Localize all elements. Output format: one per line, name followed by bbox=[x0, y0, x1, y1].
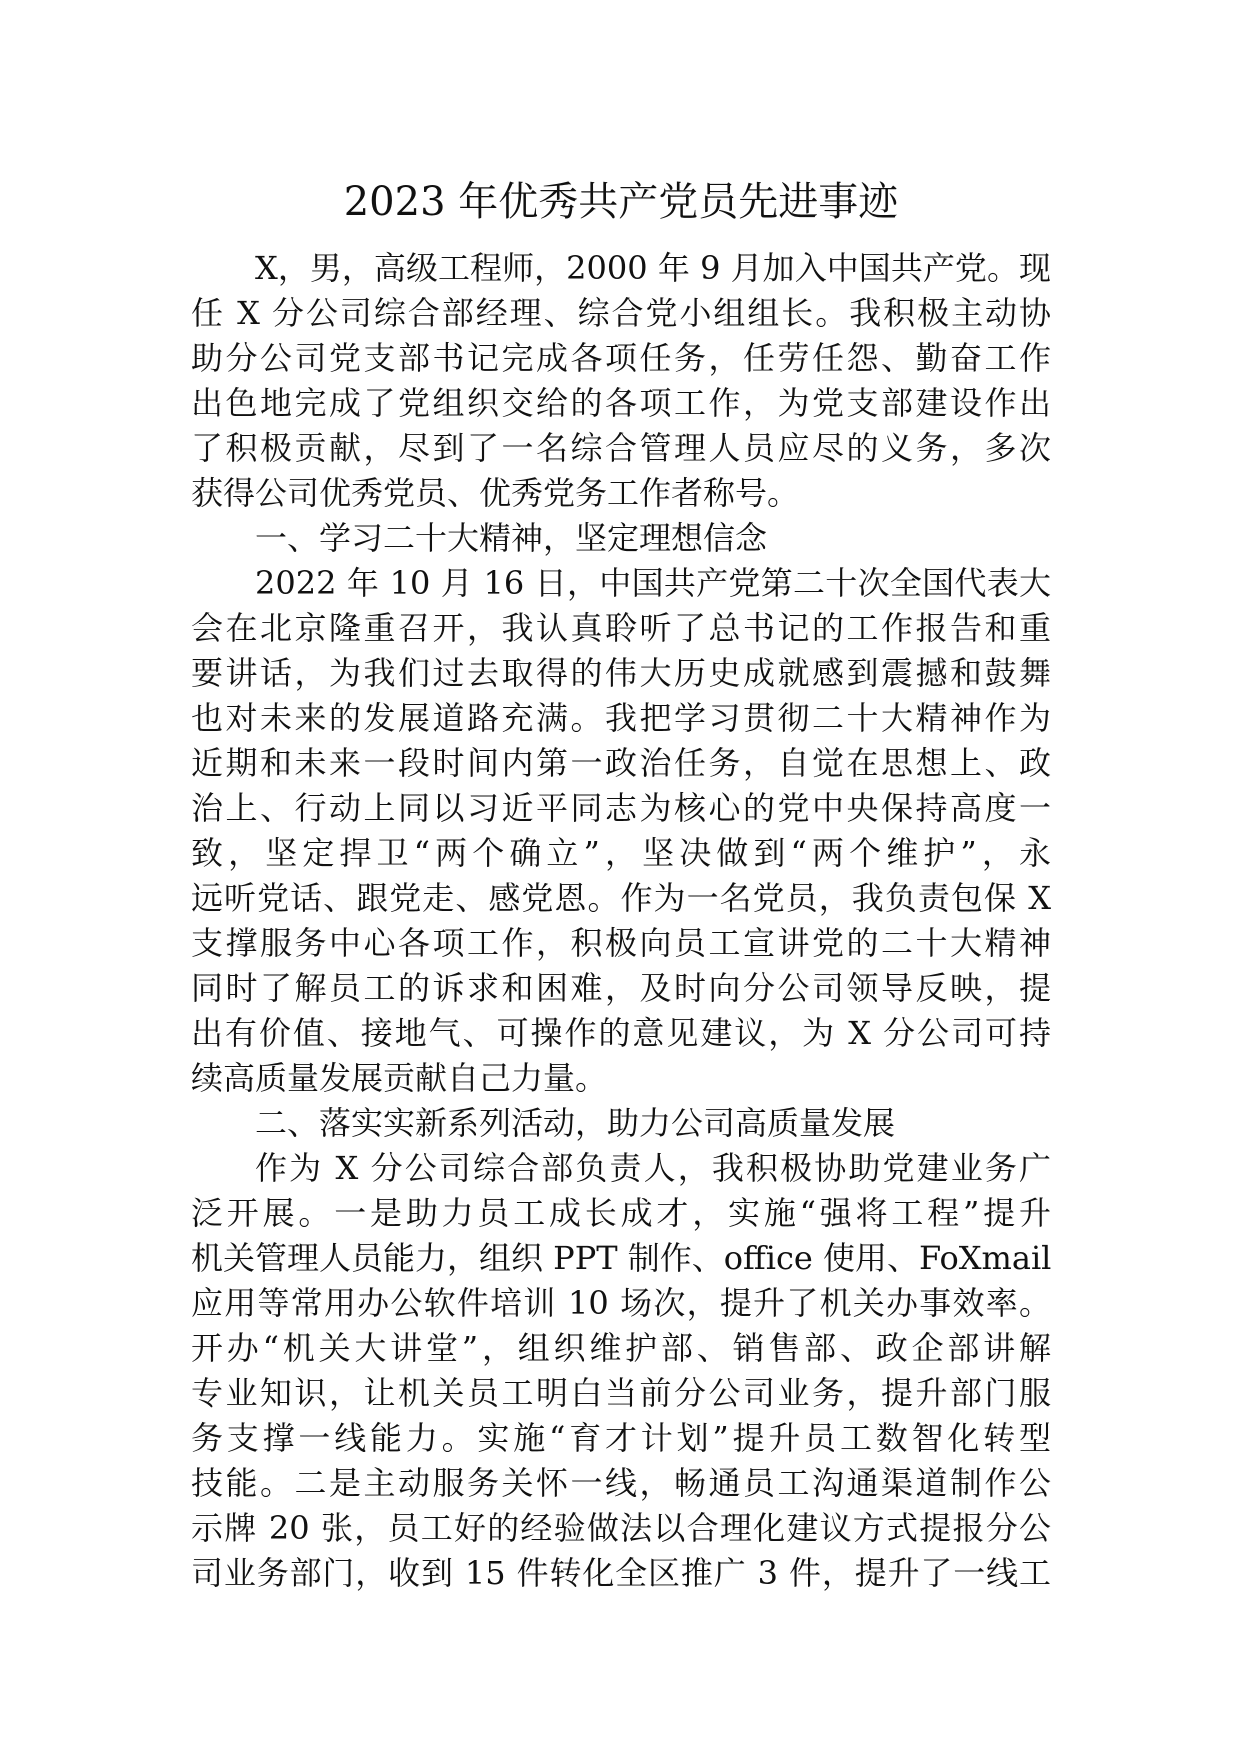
paragraph-line: 技能。二是主动服务关怀一线，畅通员工沟通渠道制作公 bbox=[191, 1464, 1051, 1502]
paragraph-line: 专业知识，让机关员工明白当前分公司业务，提升部门服 bbox=[191, 1374, 1051, 1412]
paragraph-line: 近期和未来一段时间内第一政治任务，自觉在思想上、政 bbox=[191, 744, 1051, 782]
document-page bbox=[191, 172, 1051, 1596]
paragraph-line: 了积极贡献，尽到了一名综合管理人员应尽的义务，多次 bbox=[191, 429, 1051, 467]
paragraph-line: 致，坚定捍卫“两个确立”，坚决做到“两个维护”，永 bbox=[191, 834, 1051, 872]
paragraph-line: 出有价值、接地气、可操作的意见建议，为 X 分公司可持 bbox=[191, 1014, 1051, 1052]
section-heading: 一、学习二十大精神，坚定理想信念 bbox=[255, 519, 768, 557]
paragraph-line: 机关管理人员能力，组织 PPT 制作、office 使用、FoXmail bbox=[191, 1239, 1051, 1277]
paragraph-line: 支撑服务中心各项工作，积极向员工宣讲党的二十大精神 bbox=[191, 924, 1051, 962]
paragraph-line: 示牌 20 张，员工好的经验做法以合理化建议方式提报分公 bbox=[191, 1509, 1051, 1547]
paragraph-line: 治上、行动上同以习近平同志为核心的党中央保持高度一 bbox=[191, 789, 1051, 827]
paragraph-line: 要讲话，为我们过去取得的伟大历史成就感到震撼和鼓舞 bbox=[191, 654, 1051, 692]
paragraph-line: 同时了解员工的诉求和困难，及时向分公司领导反映，提 bbox=[191, 969, 1051, 1007]
paragraph-line: 应用等常用办公软件培训 10 场次，提升了机关办事效率。 bbox=[191, 1284, 1051, 1322]
paragraph-line: 务支撑一线能力。实施“育才计划”提升员工数智化转型 bbox=[191, 1419, 1051, 1457]
paragraph-line: 开办“机关大讲堂”，组织维护部、销售部、政企部讲解 bbox=[191, 1329, 1051, 1367]
paragraph-line: 获得公司优秀党员、优秀党务工作者称号。 bbox=[191, 474, 800, 512]
paragraph-line: 任 X 分公司综合部经理、综合党小组组长。我积极主动协 bbox=[191, 294, 1051, 332]
paragraph-line: 2022 年 10 月 16 日，中国共产党第二十次全国代表大 bbox=[255, 564, 1051, 602]
paragraph-line: 司业务部门，收到 15 件转化全区推广 3 件，提升了一线工 bbox=[191, 1554, 1051, 1592]
paragraph-line: 远听党话、跟党走、感党恩。作为一名党员，我负责包保 X bbox=[191, 879, 1051, 917]
paragraph-line: 助分公司党支部书记完成各项任务，任劳任怨、勤奋工作 bbox=[191, 339, 1051, 377]
paragraph-line: 泛开展。一是助力员工成长成才，实施“强将工程”提升 bbox=[191, 1194, 1051, 1232]
document-body bbox=[191, 246, 1051, 1596]
paragraph-line: 出色地完成了党组织交给的各项工作，为党支部建设作出 bbox=[191, 384, 1051, 422]
paragraph-line: 续高质量发展贡献自己力量。 bbox=[191, 1059, 608, 1097]
paragraph-line: X，男，高级工程师，2000 年 9 月加入中国共产党。现 bbox=[255, 249, 1051, 287]
paragraph-line: 会在北京隆重召开，我认真聆听了总书记的工作报告和重 bbox=[191, 609, 1051, 647]
paragraph-line: 作为 X 分公司综合部负责人，我积极协助党建业务广 bbox=[255, 1149, 1051, 1187]
document-title: 2023 年优秀共产党员先进事迹 bbox=[343, 179, 899, 225]
section-heading: 二、落实实新系列活动，助力公司高质量发展 bbox=[255, 1104, 896, 1142]
paragraph-line: 也对未来的发展道路充满。我把学习贯彻二十大精神作为 bbox=[191, 699, 1051, 737]
